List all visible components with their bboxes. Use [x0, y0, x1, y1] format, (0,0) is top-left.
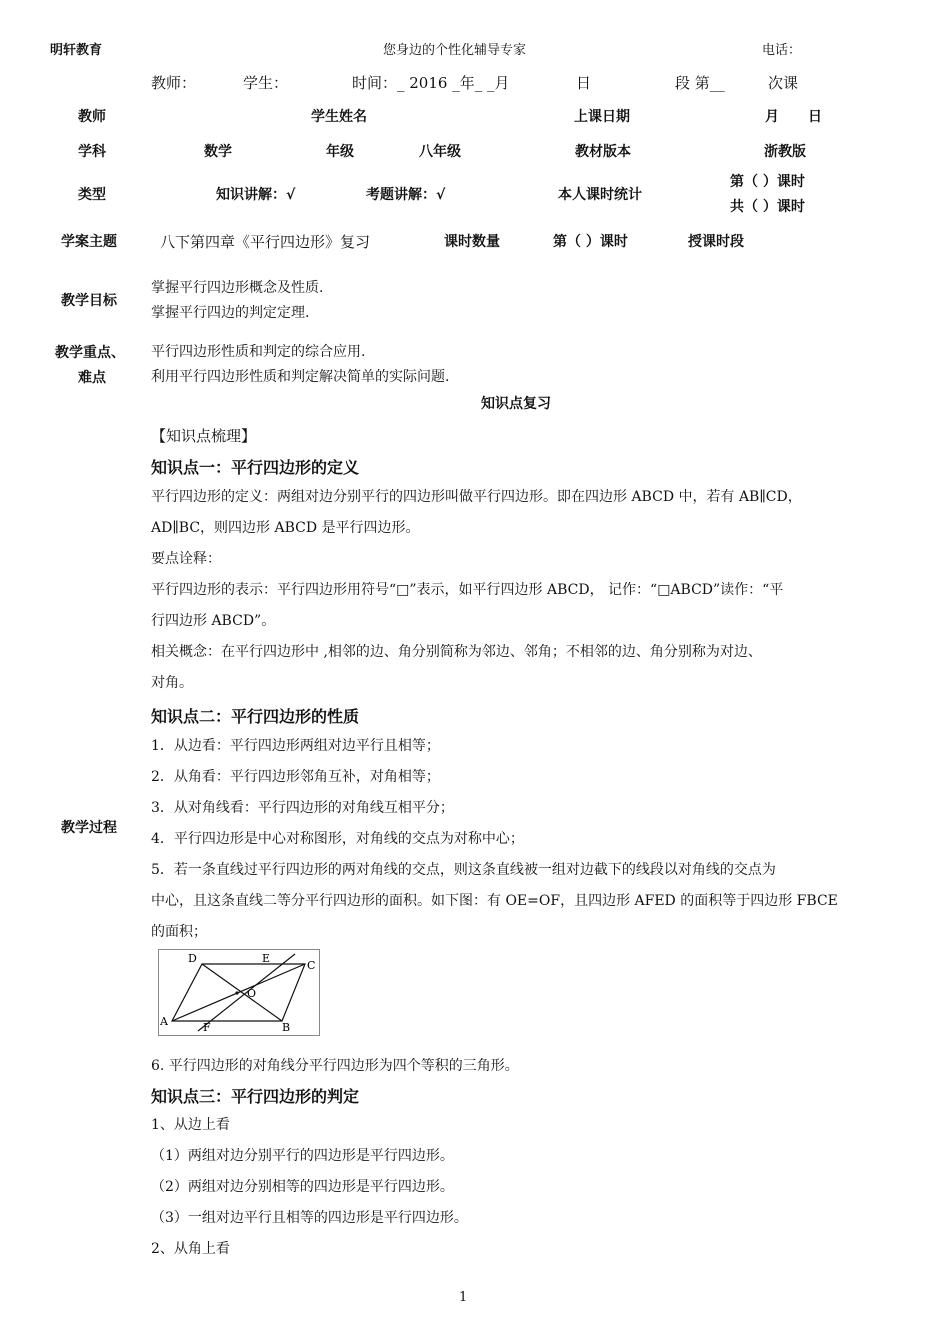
kp1-title: 知识点一：平行四边形的定义: [151, 458, 360, 477]
bracket-title: 【知识点梳理】: [151, 427, 257, 445]
label-b: B: [282, 1021, 291, 1034]
label-type: 类型: [78, 187, 106, 203]
kp3-item: （3）一组对边平行且相等的四边形是平行四边形。: [151, 1210, 468, 1226]
goal-item: 掌握平行四边的判定定理.: [151, 305, 310, 321]
meta-student: 学生：: [243, 74, 289, 92]
label-class-date: 上课日期: [574, 109, 630, 125]
label-o: O: [247, 987, 257, 1000]
label-hours-stats: 本人课时统计: [558, 187, 642, 203]
type-knowledge: 知识讲解：√: [216, 187, 296, 203]
meta-day: 日: [576, 74, 592, 92]
kp2-item: 3．从对角线看：平行四边形的对角线互相平分；: [151, 800, 454, 816]
focus-item: 平行四边形性质和判定的综合应用.: [151, 344, 366, 360]
value-topic: 八下第四章《平行四边形》复习: [160, 233, 371, 251]
kp1-repr-line1: 平行四边形的表示：平行四边形用符号“□”表示，如平行四边形 ABCD， 记作：“□ABCD”读作：“平: [151, 582, 784, 598]
kp2-title: 知识点二：平行四边形的性质: [151, 707, 360, 726]
meta-lesson: 次课: [768, 74, 799, 92]
org-name: 明轩教育: [50, 43, 103, 58]
label-process: 教学过程: [61, 820, 117, 836]
label-student-name: 学生姓名: [311, 109, 367, 125]
section-title: 知识点复习: [481, 396, 551, 412]
kp2-body: [151, 731, 899, 948]
label-c: C: [307, 959, 316, 972]
kp2-item5-line2: 中心，且这条直线二等分平行四边形的面积。如下图：有 OE=OF，且四边形 AFED 的面积等于四边形 FBCE: [151, 893, 838, 909]
value-textbook: 浙教版: [764, 144, 806, 160]
meta-teacher: 教师：: [151, 74, 197, 92]
kp3-item: （2）两组对边分别相等的四边形是平行四边形。: [151, 1179, 454, 1195]
kp3-item: （1）两组对边分别平行的四边形是平行四边形。: [151, 1148, 454, 1164]
label-time-slot: 授课时段: [688, 234, 744, 250]
label-topic: 学案主题: [61, 234, 117, 250]
kp2-item6: 6. 平行四边形的对角线分平行四边形为四个等积的三角形。: [151, 1058, 519, 1074]
diagonal-bd: [202, 964, 282, 1021]
kp1-rel-line2: 对角。: [151, 675, 193, 691]
header-slogan: 您身边的个性化辅导专家: [383, 43, 527, 58]
label-teacher: 教师: [78, 109, 106, 125]
meta-period: 段 第__: [675, 74, 725, 92]
hours-total: 共（ ）课时: [730, 199, 805, 215]
label-e: E: [262, 952, 271, 965]
label-subject: 学科: [78, 144, 106, 160]
kp1-def-line1: 平行四边形的定义：两组对边分别平行的四边形叫做平行四边形。即在四边形 ABCD 中，若有 AB∥CD，: [151, 489, 802, 505]
label-grade: 年级: [326, 144, 354, 160]
kp1-body: [151, 482, 899, 699]
meta-time: 时间：_ 2016 _年_ _月: [352, 74, 510, 92]
date-month: 月: [765, 109, 779, 125]
label-goals: 教学目标: [61, 293, 117, 309]
kp2-item5-line3: 的面积；: [151, 924, 207, 940]
value-grade: 八年级: [419, 144, 461, 160]
page-number: 1: [459, 1290, 468, 1305]
kp1-repr-line2: 行四边形 ABCD”。: [151, 613, 276, 629]
label-d: D: [188, 952, 197, 965]
kp3-title: 知识点三：平行四边形的判定: [151, 1087, 360, 1106]
value-hour-count: 第（ ）课时: [553, 234, 628, 250]
kp1-def-line2: AD∥BC，则四边形 ABCD 是平行四边形。: [151, 520, 420, 536]
point-o: [235, 991, 238, 994]
type-exam: 考题讲解：√: [366, 187, 446, 203]
label-f: F: [203, 1021, 211, 1034]
value-subject: 数学: [204, 144, 232, 160]
label-textbook: 教材版本: [575, 144, 631, 160]
kp2-item: 2．从角看：平行四边形邻角互补，对角相等；: [151, 769, 440, 785]
kp3-sub2: 2、从角上看: [151, 1241, 230, 1257]
kp2-item: 1．从边看：平行四边形两组对边平行且相等；: [151, 738, 440, 754]
kp2-item: 4．平行四边形是中心对称图形，对角线的交点为对称中心；: [151, 831, 524, 847]
label-hour-count: 课时数量: [444, 234, 500, 250]
kp1-note: 要点诠释：: [151, 551, 221, 567]
parallelogram-figure: [158, 949, 320, 1036]
goal-item: 掌握平行四边形概念及性质.: [151, 280, 324, 296]
hours-nth: 第（ ）课时: [730, 174, 805, 190]
kp1-rel-line1: 相关概念：在平行四边形中 ,相邻的边、角分别简称为邻边、邻角；不相邻的边、角分别称为对边、: [151, 644, 762, 660]
kp3-body: [151, 1110, 899, 1265]
label-a: A: [160, 1015, 168, 1028]
kp2-item5-line1: 5．若一条直线过平行四边形的两对角线的交点，则这条直线被一组对边截下的线段以对角线的交点为: [151, 862, 776, 878]
label-focus: 教学重点、: [55, 345, 125, 361]
date-day: 日: [808, 109, 822, 125]
focus-item: 利用平行四边形性质和判定解决简单的实际问题.: [151, 369, 450, 385]
header-phone: 电话：: [762, 43, 802, 58]
kp3-sub1: 1、从边上看: [151, 1117, 230, 1133]
label-difficulty: 难点: [78, 370, 106, 386]
